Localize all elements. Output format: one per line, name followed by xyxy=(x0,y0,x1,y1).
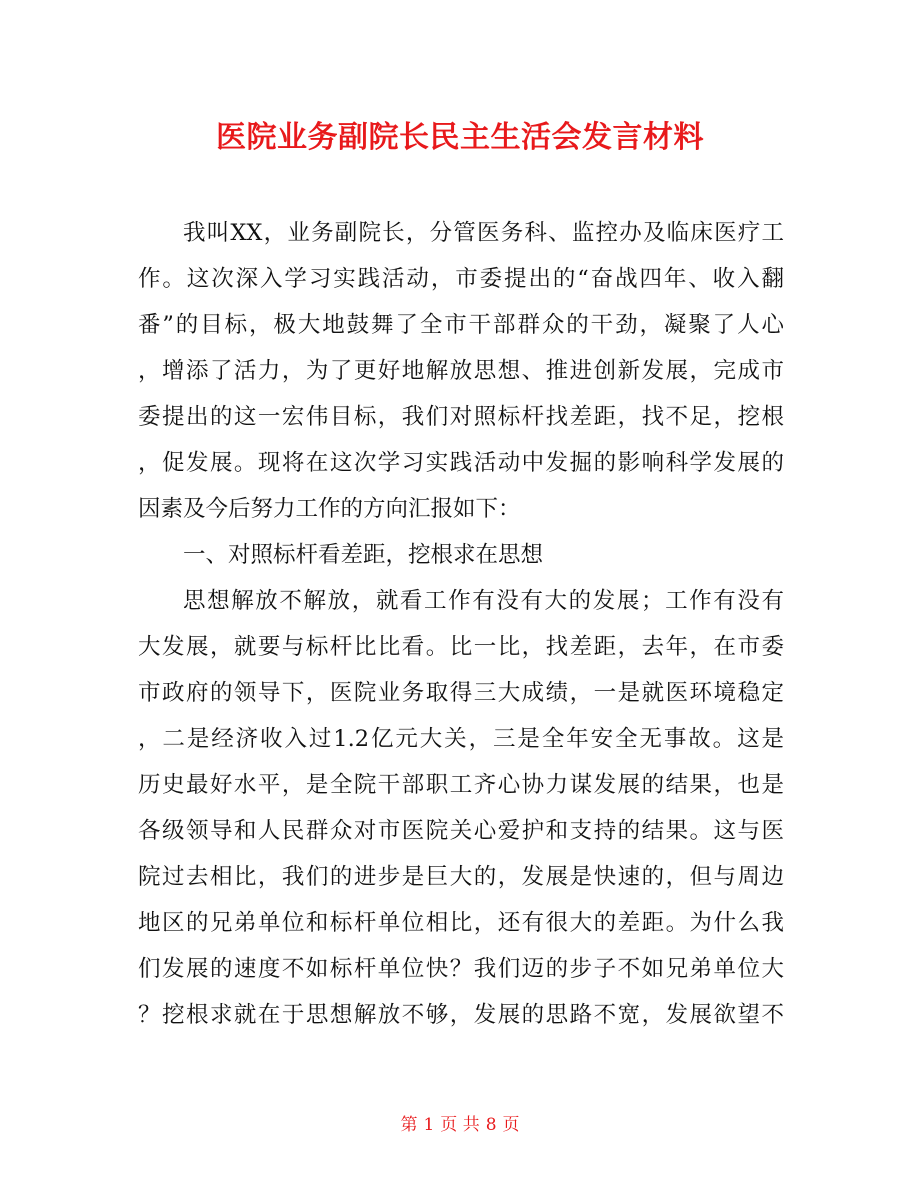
body-line: ，促发展。现将在这次学习实践活动中发掘的影响科学发展的 xyxy=(138,450,784,476)
body-line: 地区的兄弟单位和标杆单位相比，还有很大的差距。为什么我 xyxy=(138,910,784,936)
body-line: 各级领导和人民群众对市医院关心爱护和支持的结果。这与医 xyxy=(138,818,784,844)
body-line: 院过去相比，我们的进步是巨大的，发展是快速的，但与周边 xyxy=(138,864,784,890)
body-line: ，二是经济收入过1.2亿元大关，三是全年安全无事故。这是 xyxy=(138,726,784,752)
body-line: 们发展的速度不如标杆单位快？我们迈的步子不如兄弟单位大 xyxy=(138,956,784,982)
body-line: 委提出的这一宏伟目标，我们对照标杆找差距，找不足，挖根 xyxy=(138,404,784,430)
current-page-number: 1 xyxy=(423,1115,435,1135)
total-pages-number: 8 xyxy=(485,1115,497,1135)
page-label-prefix: 第 xyxy=(400,1115,418,1135)
page-label-mid: 页 共 xyxy=(440,1115,480,1135)
document-body xyxy=(138,210,784,1038)
body-line: 番”的目标，极大地鼓舞了全市干部群众的干劲，凝聚了人心 xyxy=(138,312,784,338)
body-line: 历史最好水平，是全院干部职工齐心协力谋发展的结果，也是 xyxy=(138,772,784,798)
body-line: 思想解放不解放，就看工作有没有大的发展；工作有没有 xyxy=(183,588,784,614)
body-line: 大发展，就要与标杆比比看。比一比，找差距，去年，在市委 xyxy=(138,634,784,660)
body-line: ？挖根求就在于思想解放不够，发展的思路不宽，发展欲望不 xyxy=(138,1002,784,1028)
body-line: 作。这次深入学习实践活动，市委提出的“奋战四年、收入翻 xyxy=(138,266,784,292)
section-heading: 一、对照标杆看差距，挖根求在思想 xyxy=(183,542,544,568)
page-label-suffix: 页 xyxy=(502,1115,520,1135)
body-line: 我叫XX，业务副院长，分管医务科、监控办及临床医疗工 xyxy=(183,220,784,246)
page-footer xyxy=(0,1110,920,1140)
document-title: 医院业务副院长民主生活会发言材料 xyxy=(216,120,704,155)
body-line: 市政府的领导下，医院业务取得三大成绩，一是就医环境稳定 xyxy=(138,680,784,706)
body-line: ，增添了活力，为了更好地解放思想、推进创新发展，完成市 xyxy=(138,358,784,384)
body-line: 因素及今后努力工作的方向汇报如下： xyxy=(138,496,521,522)
